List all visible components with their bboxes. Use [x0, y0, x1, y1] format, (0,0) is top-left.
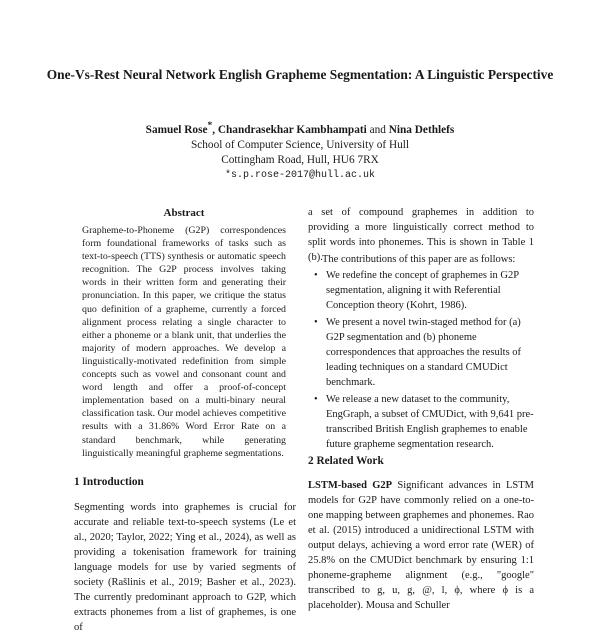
related-work-lead: LSTM-based G2P — [308, 480, 393, 491]
author-block — [40, 119, 560, 183]
abstract-heading: Abstract — [163, 207, 205, 219]
author-names — [40, 119, 560, 138]
intro-heading: 1 Introduction — [74, 476, 144, 488]
author-separator: , — [212, 123, 216, 136]
author-and: and — [369, 123, 386, 136]
related-work-heading: 2 Related Work — [308, 455, 384, 467]
contributions-intro: The contributions of this paper are as follows: — [322, 254, 516, 265]
author-3: Nina Dethlefs — [388, 123, 455, 136]
affiliation-line-2: Cottingham Road, Hull, HU6 7RX — [221, 153, 379, 166]
author-2: Chandrasekhar Kambhampati — [217, 123, 367, 136]
contribution-item: • We release a new dataset to the community, EngGraph, a subset of CMUDict, with 9,641 pre-transcribed British English graphemes to enable future grapheme segmentation research. — [314, 392, 534, 452]
author-email: *s.p.rose-2017@hull.ac.uk — [224, 169, 376, 181]
contributions-list — [314, 268, 534, 454]
right-column-continuation: a set of compound graphemes in addition to providing a more linguistically correct method to split words into phonemes. This is shown in Table 1 (b). — [308, 207, 534, 263]
contribution-item: • We redefine the concept of graphemes in G2P segmentation, aligning it with Referential Conception theory (Kohrt, 1986). — [314, 268, 534, 313]
author-1-mark: * — [207, 121, 213, 131]
author-1: Samuel Rose — [145, 123, 208, 136]
affiliation-line-1: School of Computer Science, University of Hull — [190, 138, 410, 151]
intro-text: Segmenting words into graphemes is crucial for accurate and reliable text-to-speech systems (Le et al., 2020; Taylor, 2022; Ying et al., 2024), as well as providing a tokenisation framework for training language models for use by varied segments of society (Rašlinis et al., 2019; Basher et al., 2023). The currently predominant approach to G2P, which extracts phonemes from a list of graphemes, is one of — [74, 502, 296, 633]
contribution-item: • We present a novel twin-staged method for (a) G2P segmentation and (b) phoneme correspondences that approaches the results of leading techniques on a standard CMUDict benchmark. — [314, 315, 534, 390]
related-work-body: Significant advances in LSTM models for G2P have commonly relied on a one-to-one mapping between graphemes and phonemes. Rao et al. (2015) introduced a unidirectional LSTM with output delays, achieving a word error rate (WER) of 25.8% on the CMUDict benchmark by ensuring 1:1 phoneme-grapheme alignment (e.g., "google" transcribed to g, u, g, @, l, ϕ, where ϕ is a placeholder). Mousa and Schuller — [308, 480, 534, 611]
abstract-text: Grapheme-to-Phoneme (G2P) correspondences form foundational frameworks of tasks such as text-to-speech (TTS) synthesis or automatic speech recognition. The G2P process involves taking words in their written form and generating their pronunciation. In this paper, we critique the status quo definition of a grapheme, currently a forced alignment process relating a single character to either a phoneme or a blank unit, that underlies the majority of modern approaches. We develop a linguistically-motivated redefinition from simple concepts such as vowel and consonant count and word length and offer a proof-of-concept implementation based on a multi-binary neural classification task. Our model achieves competitive results with a 31.86% Word Error Rate on a standard benchmark, while generating linguistically meaningful grapheme segmentations. — [82, 225, 286, 459]
related-work-text — [308, 478, 534, 613]
paper-title: One-Vs-Rest Neural Network English Grapheme Segmentation: A Linguistic Perspective — [46, 67, 554, 82]
